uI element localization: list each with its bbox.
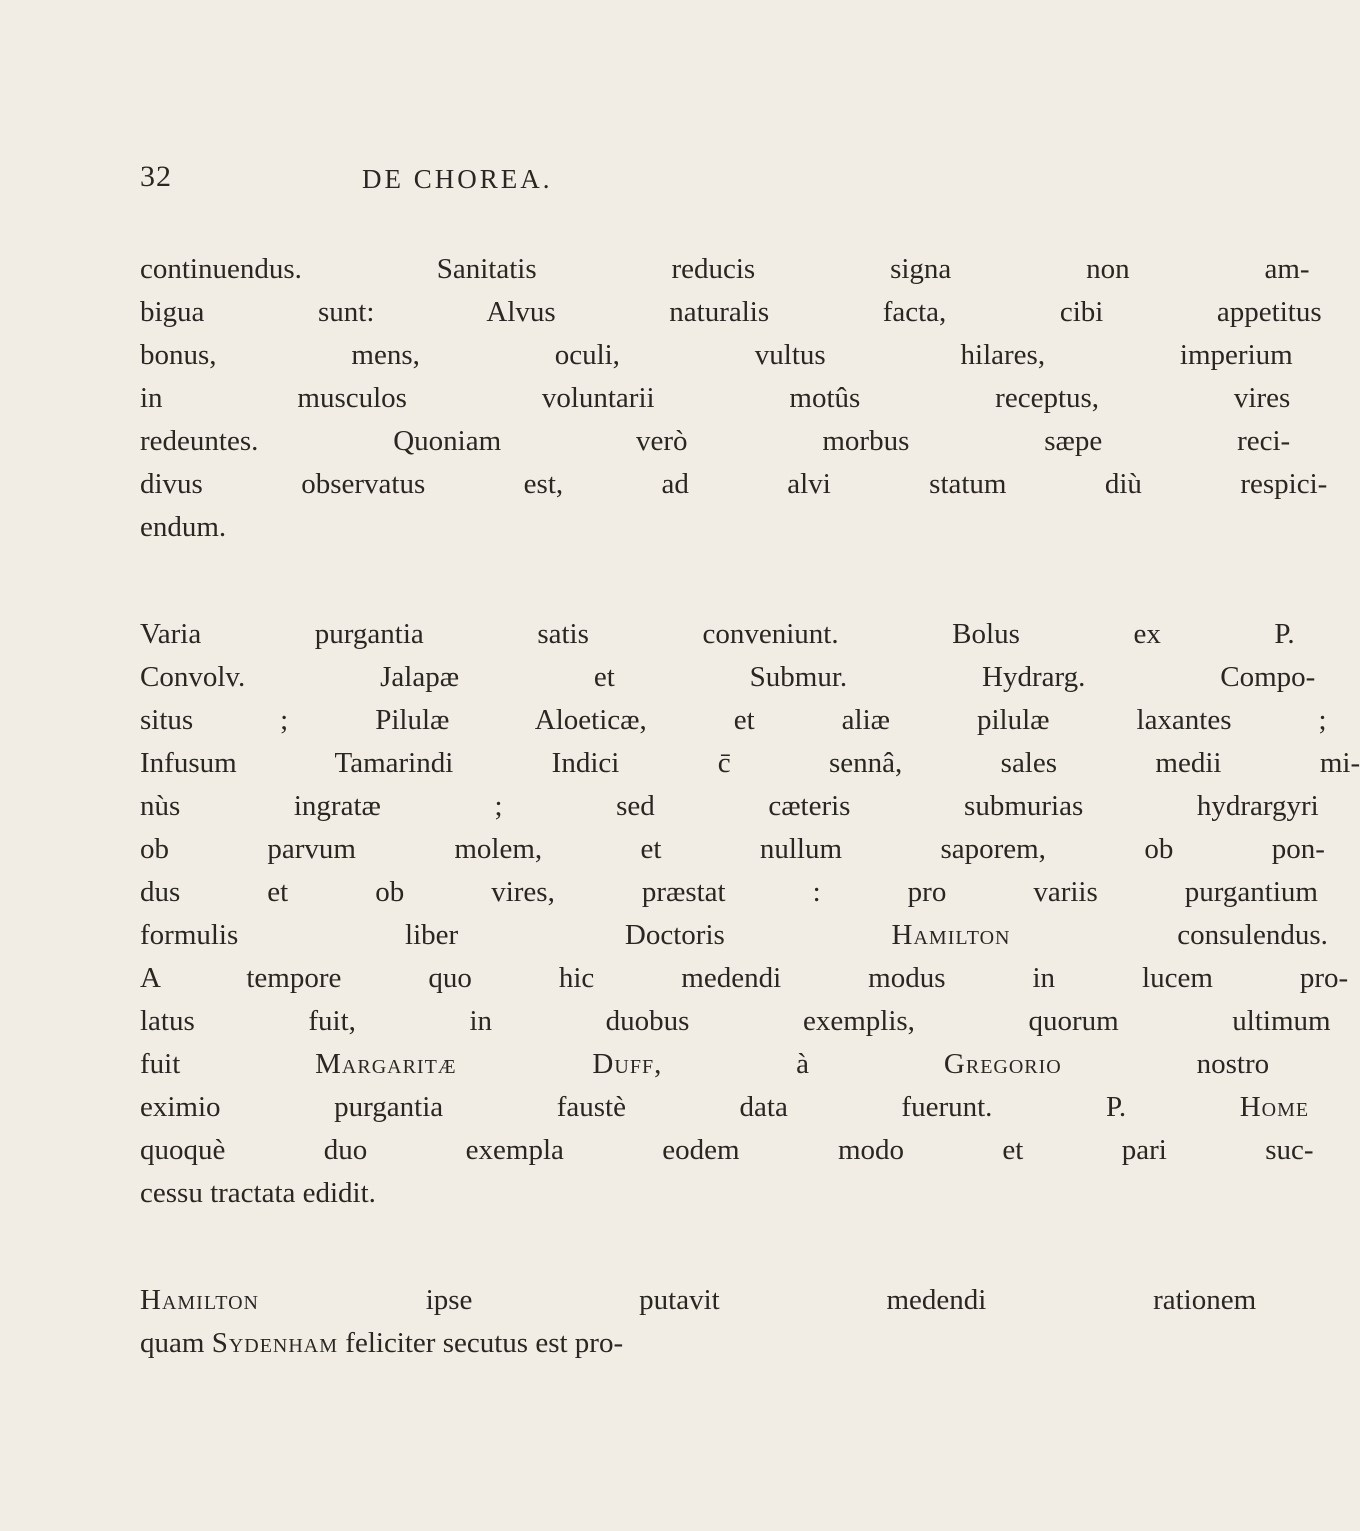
text-line	[140, 377, 1291, 420]
text-run: continuendus. Sanitatis reducis signa non am-	[140, 253, 1310, 285]
text-line	[140, 742, 1360, 785]
text-run: bonus, mens, oculi, vultus hilares, imperium	[140, 339, 1293, 371]
text-run: in musculos voluntarii motûs receptus, vires	[140, 382, 1291, 414]
text-line	[140, 463, 1328, 506]
text-line	[140, 656, 1316, 699]
text-line	[140, 871, 1318, 914]
text-line	[140, 1172, 780, 1215]
text-run: quoquè duo exempla eodem modo et pari suc-	[140, 1134, 1314, 1166]
text-line	[140, 334, 1293, 377]
text-run: fuit	[140, 1048, 316, 1080]
text-line	[140, 785, 1319, 828]
text-run: situs ; Pilulæ Aloeticæ, et aliæ pilulæ laxantes ;	[140, 704, 1327, 736]
small-caps-name: Home	[1239, 1091, 1310, 1123]
text-run: endum.	[140, 511, 227, 543]
text-run: divus observatus est, ad alvi statum diù respici-	[140, 468, 1328, 500]
text-run: latus fuit, in duobus exemplis, quorum ultimum	[140, 1005, 1331, 1037]
text-line	[140, 1043, 1270, 1086]
small-caps-name: Hamilton	[140, 1284, 259, 1316]
body-text	[140, 248, 1360, 1365]
small-caps-name: Sydenham	[211, 1327, 339, 1359]
small-caps-name: Margaritæ Duff	[315, 1048, 655, 1080]
text-run: formulis liber Doctoris	[140, 919, 892, 951]
page-header	[140, 160, 740, 200]
page-number: 32	[140, 160, 172, 193]
running-head: DE CHOREA.	[362, 164, 553, 194]
text-line	[140, 914, 1328, 957]
paragraph	[140, 1279, 1257, 1365]
text-run: , à	[654, 1048, 944, 1080]
text-run: dus et ob vires, præstat : pro variis purgantium	[140, 876, 1318, 908]
text-line	[140, 613, 1295, 656]
text-run: nostro	[1061, 1048, 1270, 1080]
text-run: A tempore quo hic medendi modus in lucem pro-	[140, 962, 1349, 994]
text-line	[140, 699, 1327, 742]
paragraph	[140, 613, 1360, 1215]
text-run: eximio purgantia faustè data fuerunt. P.	[140, 1091, 1240, 1123]
paragraph-gap	[140, 549, 780, 613]
text-run: ipse putavit medendi rationem	[258, 1284, 1257, 1316]
text-run: cessu tractata edidit.	[140, 1177, 376, 1209]
text-run: Infusum Tamarindi Indici c̄ sennâ, sales medii mi-	[140, 747, 1360, 779]
text-run: bigua sunt: Alvus naturalis facta, cibi appetitus	[140, 296, 1322, 328]
text-run: Convolv. Jalapæ et Submur. Hydrarg. Compo-	[140, 661, 1316, 693]
text-line	[140, 1000, 1331, 1043]
text-line	[140, 1086, 1310, 1129]
text-run: Varia purgantia satis conveniunt. Bolus ex P.	[140, 618, 1295, 650]
text-run: ob parvum molem, et nullum saporem, ob pon-	[140, 833, 1325, 865]
small-caps-name: Gregorio	[943, 1048, 1062, 1080]
text-run: quam	[140, 1327, 212, 1359]
text-run: nùs ingratæ ; sed cæteris submurias hydrargyri	[140, 790, 1319, 822]
paragraph-gap	[140, 1215, 780, 1279]
text-line	[140, 291, 1322, 334]
text-line	[140, 1129, 1314, 1172]
text-run: feliciter secutus est pro-	[338, 1327, 624, 1359]
text-line	[140, 828, 1325, 871]
small-caps-name: Hamilton	[891, 919, 1011, 951]
text-line	[140, 1322, 780, 1365]
text-line	[140, 420, 1291, 463]
text-line	[140, 1279, 1257, 1322]
text-line	[140, 248, 1310, 291]
paragraph	[140, 248, 1328, 549]
text-line	[140, 506, 780, 549]
text-run: consulendus.	[1010, 919, 1328, 951]
text-run: redeuntes. Quoniam verò morbus sæpe reci-	[140, 425, 1291, 457]
text-line	[140, 957, 1349, 1000]
